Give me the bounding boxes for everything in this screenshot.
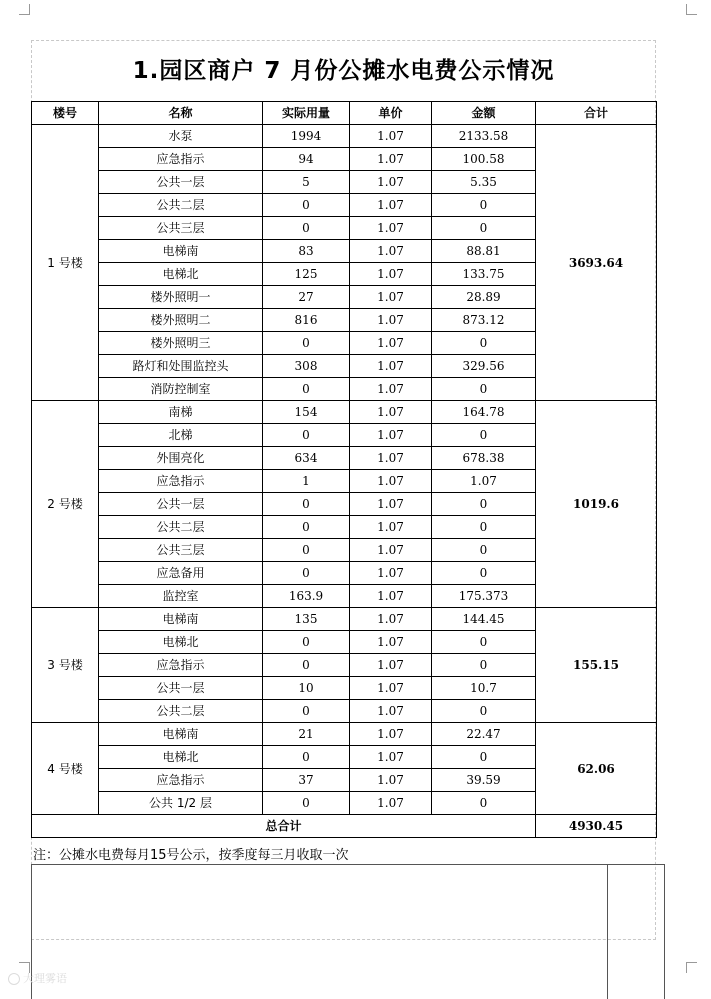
usage-cell: 0 xyxy=(263,194,350,217)
table-row xyxy=(32,723,657,746)
table-row xyxy=(32,401,657,424)
price-cell: 1.07 xyxy=(350,286,432,309)
amount-cell: 0 xyxy=(432,792,536,815)
subtotal-cell: 1019.6 xyxy=(536,401,657,608)
item-cell: 水泵 xyxy=(99,125,263,148)
item-cell: 监控室 xyxy=(99,585,263,608)
usage-cell: 163.9 xyxy=(263,585,350,608)
watermark-text: 大理雾语 xyxy=(23,972,67,985)
usage-cell: 0 xyxy=(263,700,350,723)
table-header-row xyxy=(32,102,657,125)
usage-cell: 0 xyxy=(263,493,350,516)
price-cell: 1.07 xyxy=(350,585,432,608)
item-cell: 应急指示 xyxy=(99,769,263,792)
usage-cell: 37 xyxy=(263,769,350,792)
item-cell: 应急指示 xyxy=(99,148,263,171)
amount-cell: 0 xyxy=(432,217,536,240)
building-cell: 3 号楼 xyxy=(32,608,99,723)
watermark-logo-icon xyxy=(8,973,20,985)
usage-cell: 634 xyxy=(263,447,350,470)
amount-cell: 5.35 xyxy=(432,171,536,194)
item-cell: 楼外照明一 xyxy=(99,286,263,309)
item-cell: 应急备用 xyxy=(99,562,263,585)
price-cell: 1.07 xyxy=(350,516,432,539)
table-row xyxy=(32,608,657,631)
usage-cell: 0 xyxy=(263,631,350,654)
price-cell: 1.07 xyxy=(350,654,432,677)
header-item: 名称 xyxy=(99,102,263,125)
amount-cell: 175.373 xyxy=(432,585,536,608)
building-cell: 4 号楼 xyxy=(32,723,99,815)
amount-cell: 0 xyxy=(432,194,536,217)
amount-cell: 100.58 xyxy=(432,148,536,171)
price-cell: 1.07 xyxy=(350,171,432,194)
usage-cell: 308 xyxy=(263,355,350,378)
price-cell: 1.07 xyxy=(350,240,432,263)
amount-cell: 133.75 xyxy=(432,263,536,286)
footnote: 注：公摊水电费每月15号公示，按季度每三月收取一次 xyxy=(33,848,349,863)
usage-cell: 0 xyxy=(263,332,350,355)
amount-cell: 0 xyxy=(432,562,536,585)
amount-cell: 0 xyxy=(432,332,536,355)
price-cell: 1.07 xyxy=(350,470,432,493)
amount-cell: 164.78 xyxy=(432,401,536,424)
item-cell: 应急指示 xyxy=(99,654,263,677)
item-cell: 消防控制室 xyxy=(99,378,263,401)
price-cell: 1.07 xyxy=(350,194,432,217)
price-cell: 1.07 xyxy=(350,677,432,700)
amount-cell: 144.45 xyxy=(432,608,536,631)
usage-cell: 83 xyxy=(263,240,350,263)
amount-cell: 2133.58 xyxy=(432,125,536,148)
item-cell: 公共三层 xyxy=(99,217,263,240)
amount-cell: 88.81 xyxy=(432,240,536,263)
amount-cell: 678.38 xyxy=(432,447,536,470)
usage-cell: 0 xyxy=(263,792,350,815)
usage-cell: 10 xyxy=(263,677,350,700)
item-cell: 路灯和处围监控头 xyxy=(99,355,263,378)
header-total: 合计 xyxy=(536,102,657,125)
item-cell: 公共三层 xyxy=(99,539,263,562)
usage-cell: 0 xyxy=(263,217,350,240)
amount-cell: 10.7 xyxy=(432,677,536,700)
header-amount: 金额 xyxy=(432,102,536,125)
blank-table-area xyxy=(31,864,665,999)
grand-total-row xyxy=(32,815,657,838)
price-cell: 1.07 xyxy=(350,263,432,286)
price-cell: 1.07 xyxy=(350,700,432,723)
amount-cell: 0 xyxy=(432,654,536,677)
price-cell: 1.07 xyxy=(350,401,432,424)
price-cell: 1.07 xyxy=(350,148,432,171)
amount-cell: 0 xyxy=(432,493,536,516)
price-cell: 1.07 xyxy=(350,792,432,815)
price-cell: 1.07 xyxy=(350,332,432,355)
price-cell: 1.07 xyxy=(350,309,432,332)
item-cell: 电梯北 xyxy=(99,631,263,654)
item-cell: 电梯北 xyxy=(99,263,263,286)
amount-cell: 329.56 xyxy=(432,355,536,378)
subtotal-cell: 3693.64 xyxy=(536,125,657,401)
item-cell: 电梯北 xyxy=(99,746,263,769)
usage-cell: 94 xyxy=(263,148,350,171)
amount-cell: 22.47 xyxy=(432,723,536,746)
item-cell: 外围亮化 xyxy=(99,447,263,470)
fee-table xyxy=(31,101,657,838)
amount-cell: 0 xyxy=(432,700,536,723)
price-cell: 1.07 xyxy=(350,493,432,516)
price-cell: 1.07 xyxy=(350,447,432,470)
grand-total-value: 4930.45 xyxy=(536,815,657,838)
item-cell: 公共一层 xyxy=(99,677,263,700)
amount-cell: 873.12 xyxy=(432,309,536,332)
usage-cell: 0 xyxy=(263,378,350,401)
usage-cell: 0 xyxy=(263,539,350,562)
price-cell: 1.07 xyxy=(350,723,432,746)
usage-cell: 21 xyxy=(263,723,350,746)
price-cell: 1.07 xyxy=(350,608,432,631)
building-cell: 2 号楼 xyxy=(32,401,99,608)
crop-mark-top-left xyxy=(19,4,30,15)
header-building: 楼号 xyxy=(32,102,99,125)
usage-cell: 816 xyxy=(263,309,350,332)
price-cell: 1.07 xyxy=(350,217,432,240)
header-usage: 实际用量 xyxy=(263,102,350,125)
usage-cell: 27 xyxy=(263,286,350,309)
item-cell: 楼外照明二 xyxy=(99,309,263,332)
building-cell: 1 号楼 xyxy=(32,125,99,401)
item-cell: 公共一层 xyxy=(99,493,263,516)
item-cell: 公共二层 xyxy=(99,700,263,723)
item-cell: 公共 1/2 层 xyxy=(99,792,263,815)
amount-cell: 0 xyxy=(432,378,536,401)
item-cell: 楼外照明三 xyxy=(99,332,263,355)
item-cell: 公共二层 xyxy=(99,194,263,217)
price-cell: 1.07 xyxy=(350,378,432,401)
item-cell: 应急指示 xyxy=(99,470,263,493)
amount-cell: 0 xyxy=(432,631,536,654)
price-cell: 1.07 xyxy=(350,355,432,378)
amount-cell: 0 xyxy=(432,746,536,769)
amount-cell: 0 xyxy=(432,539,536,562)
price-cell: 1.07 xyxy=(350,125,432,148)
price-cell: 1.07 xyxy=(350,746,432,769)
price-cell: 1.07 xyxy=(350,769,432,792)
subtotal-cell: 62.06 xyxy=(536,723,657,815)
table-row xyxy=(32,125,657,148)
amount-cell: 28.89 xyxy=(432,286,536,309)
item-cell: 电梯南 xyxy=(99,723,263,746)
grand-total-label: 总合计 xyxy=(32,815,536,838)
amount-cell: 39.59 xyxy=(432,769,536,792)
amount-cell: 0 xyxy=(432,424,536,447)
price-cell: 1.07 xyxy=(350,539,432,562)
usage-cell: 154 xyxy=(263,401,350,424)
blank-table-divider xyxy=(607,864,608,999)
usage-cell: 0 xyxy=(263,562,350,585)
price-cell: 1.07 xyxy=(350,631,432,654)
item-cell: 北梯 xyxy=(99,424,263,447)
item-cell: 公共一层 xyxy=(99,171,263,194)
usage-cell: 1 xyxy=(263,470,350,493)
usage-cell: 1994 xyxy=(263,125,350,148)
usage-cell: 5 xyxy=(263,171,350,194)
header-price: 单价 xyxy=(350,102,432,125)
usage-cell: 135 xyxy=(263,608,350,631)
watermark xyxy=(8,970,67,986)
usage-cell: 0 xyxy=(263,424,350,447)
amount-cell: 0 xyxy=(432,516,536,539)
subtotal-cell: 155.15 xyxy=(536,608,657,723)
item-cell: 电梯南 xyxy=(99,240,263,263)
amount-cell: 1.07 xyxy=(432,470,536,493)
usage-cell: 0 xyxy=(263,516,350,539)
item-cell: 南梯 xyxy=(99,401,263,424)
crop-mark-top-right xyxy=(686,4,697,15)
price-cell: 1.07 xyxy=(350,424,432,447)
usage-cell: 0 xyxy=(263,746,350,769)
price-cell: 1.07 xyxy=(350,562,432,585)
item-cell: 电梯南 xyxy=(99,608,263,631)
item-cell: 公共二层 xyxy=(99,516,263,539)
usage-cell: 0 xyxy=(263,654,350,677)
crop-mark-bottom-right xyxy=(686,962,697,973)
document-title: 1.园区商户 7 月份公摊水电费公示情况 xyxy=(132,58,555,84)
usage-cell: 125 xyxy=(263,263,350,286)
